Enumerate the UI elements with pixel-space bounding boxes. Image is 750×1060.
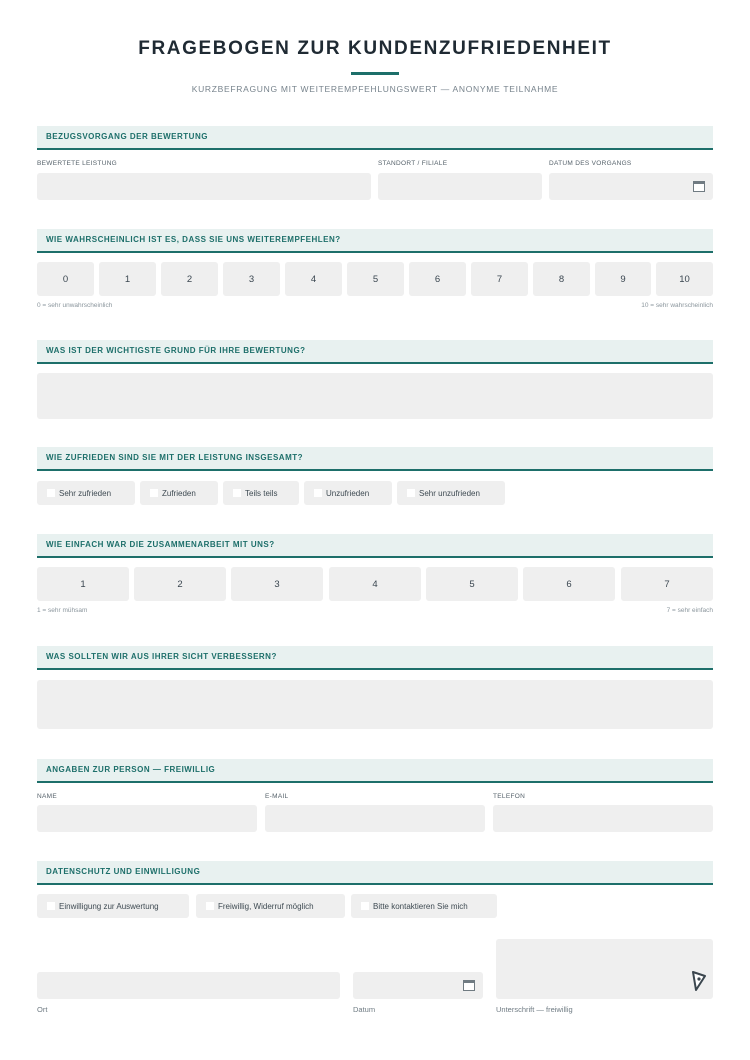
option-label: Unzufrieden [326, 488, 370, 498]
email-label: E-MAIL [265, 793, 289, 800]
zufriedenheit-option-sehr-unzufrieden[interactable] [397, 481, 505, 505]
einwilligung-option-kontakt[interactable] [351, 894, 497, 918]
title-underline [351, 72, 399, 75]
verbessern-textarea[interactable] [37, 680, 713, 729]
section-header-grund [37, 340, 713, 364]
section-header-zufriedenheit [37, 447, 713, 471]
option-label: Zufrieden [162, 488, 196, 498]
telefon-label: TELEFON [493, 793, 526, 800]
leistung-label: BEWERTETE LEISTUNG [37, 160, 118, 167]
form-title: FRAGEBOGEN ZUR KUNDENZUFRIEDENHEIT [138, 38, 612, 59]
section-header-einfachheit [37, 534, 713, 558]
nps-option-10[interactable]: 10 [656, 262, 713, 296]
datum-footer-label: Datum [353, 1005, 376, 1014]
section-header-person [37, 759, 713, 783]
zufriedenheit-option-zufrieden[interactable] [140, 481, 218, 505]
nps-low-hint: 0 = sehr unwahrscheinlich [37, 302, 113, 309]
checkbox[interactable] [361, 902, 369, 910]
calendar-icon[interactable] [693, 181, 705, 192]
nps-option-1[interactable]: 1 [99, 262, 156, 296]
option-label: Einwilligung zur Auswertung [59, 901, 159, 911]
einfachheit-low-hint: 1 = sehr mühsam [37, 607, 88, 614]
datum-label: DATUM DES VORGANGS [549, 160, 632, 167]
option-label: Teils teils [245, 488, 278, 498]
einfachheit-option-2[interactable]: 2 [134, 567, 226, 601]
zufriedenheit-option-unzufrieden[interactable] [304, 481, 392, 505]
nps-option-9[interactable]: 9 [595, 262, 651, 296]
option-label: Bitte kontaktieren Sie mich [373, 901, 468, 911]
einwilligung-option-auswertung[interactable] [37, 894, 189, 918]
option-label: Sehr zufrieden [59, 488, 112, 498]
section-title: WAS IST DER WICHTIGSTE GRUND FÜR IHRE BEWERTUNG? [46, 346, 306, 355]
section-header-verbessern [37, 646, 713, 670]
unterschrift-label: Unterschrift — freiwillig [496, 1005, 573, 1014]
datum-vorgang-input[interactable] [549, 173, 713, 200]
einfachheit-option-4[interactable]: 4 [329, 567, 421, 601]
option-label: Sehr unzufrieden [419, 488, 480, 498]
name-input[interactable] [37, 805, 257, 832]
section-title: WAS SOLLTEN WIR AUS IHRER SICHT VERBESSERN? [46, 652, 277, 661]
einfachheit-option-3[interactable]: 3 [231, 567, 323, 601]
section-title: WIE WAHRSCHEINLICH IST ES, DASS SIE UNS WEITEREMPFEHLEN? [46, 235, 341, 244]
einfachheit-option-6[interactable]: 6 [523, 567, 615, 601]
calendar-icon[interactable] [463, 980, 475, 991]
checkbox[interactable] [407, 489, 415, 497]
unterschrift-field[interactable] [496, 939, 713, 999]
section-title: BEZUGSVORGANG DER BEWERTUNG [46, 132, 208, 141]
einfachheit-option-5[interactable]: 5 [426, 567, 518, 601]
section-title: ANGABEN ZUR PERSON — FREIWILLIG [46, 765, 216, 774]
einwilligung-option-freiwillig[interactable] [196, 894, 345, 918]
nps-option-6[interactable]: 6 [409, 262, 466, 296]
email-input[interactable] [265, 805, 485, 832]
ort-input[interactable] [37, 972, 340, 999]
einfachheit-option-7[interactable]: 7 [621, 567, 713, 601]
option-label: Freiwillig, Widerruf möglich [218, 901, 314, 911]
section-title: WIE EINFACH WAR DIE ZUSAMMENARBEIT MIT UNS? [46, 540, 275, 549]
ort-label: Ort [37, 1005, 48, 1014]
form-subtitle: KURZBEFRAGUNG MIT WEITEREMPFEHLUNGSWERT — ANONYME TEILNAHME [191, 84, 559, 94]
zufriedenheit-option-sehr-zufrieden[interactable] [37, 481, 135, 505]
pen-nib-icon [691, 971, 707, 991]
einfachheit-high-hint: 7 = sehr einfach [666, 607, 713, 614]
checkbox[interactable] [47, 489, 55, 497]
section-header-nps [37, 229, 713, 253]
nps-option-2[interactable]: 2 [161, 262, 218, 296]
section-header-datenschutz [37, 861, 713, 885]
section-title: WIE ZUFRIEDEN SIND SIE MIT DER LEISTUNG INSGESAMT? [46, 453, 304, 462]
leistung-input[interactable] [37, 173, 371, 200]
nps-option-7[interactable]: 7 [471, 262, 528, 296]
telefon-input[interactable] [493, 805, 713, 832]
nps-high-hint: 10 = sehr wahrscheinlich [641, 302, 713, 309]
nps-option-4[interactable]: 4 [285, 262, 342, 296]
checkbox[interactable] [206, 902, 214, 910]
standort-label: STANDORT / FILIALE [378, 160, 448, 167]
section-header-vorgang [37, 126, 713, 150]
name-label: NAME [37, 793, 57, 800]
checkbox[interactable] [233, 489, 241, 497]
checkbox[interactable] [47, 902, 55, 910]
checkbox[interactable] [314, 489, 322, 497]
datum-input[interactable] [353, 972, 483, 999]
nps-option-5[interactable]: 5 [347, 262, 404, 296]
zufriedenheit-option-teils-teils[interactable] [223, 481, 299, 505]
section-title: DATENSCHUTZ UND EINWILLIGUNG [46, 867, 201, 876]
nps-option-8[interactable]: 8 [533, 262, 590, 296]
nps-option-0[interactable]: 0 [37, 262, 94, 296]
nps-option-3[interactable]: 3 [223, 262, 280, 296]
grund-textarea[interactable] [37, 373, 713, 419]
standort-input[interactable] [378, 173, 542, 200]
einfachheit-option-1[interactable]: 1 [37, 567, 129, 601]
checkbox[interactable] [150, 489, 158, 497]
